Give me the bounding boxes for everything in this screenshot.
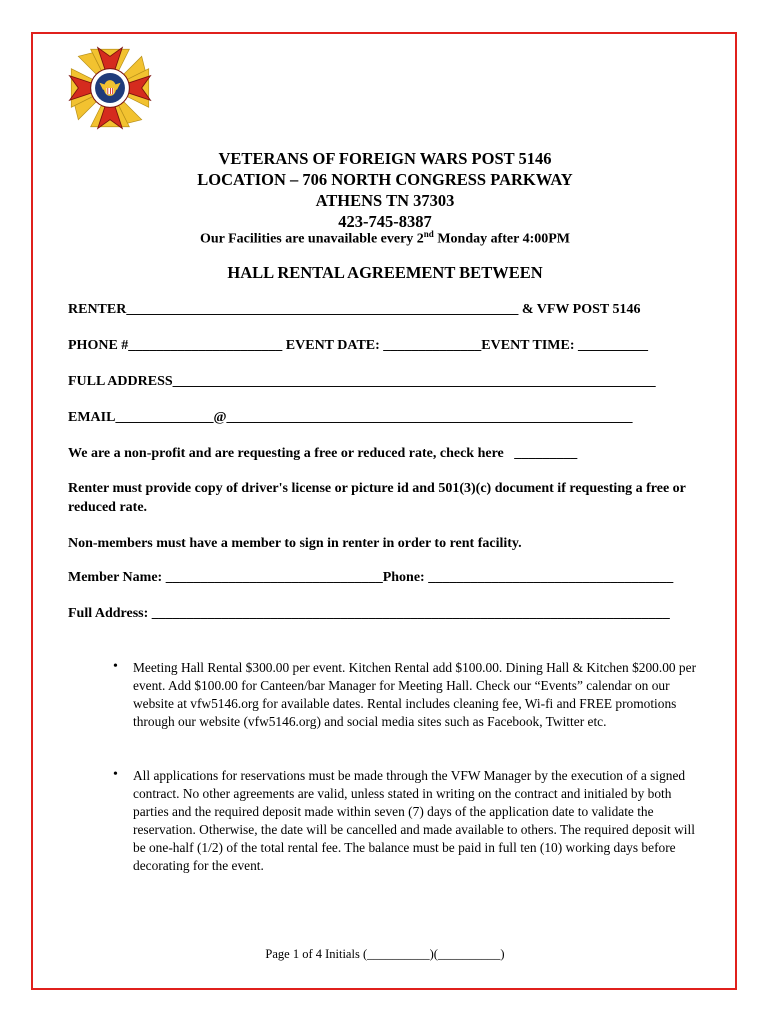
nonmember-requirement: Non-members must have a member to sign in renter in order to rent facility. <box>68 536 522 551</box>
bullet-marker: • <box>113 767 118 782</box>
full-address-field[interactable]: FULL ADDRESS_____________________________________________________________________ <box>68 374 656 389</box>
availability-notice: Our Facilities are unavailable every 2nd Monday after 4:00PM <box>199 229 571 247</box>
bullet-marker: • <box>113 659 118 674</box>
org-city: ATHENS TN 37303 <box>315 191 455 210</box>
nonprofit-checkbox-line[interactable]: We are a non-profit and are requesting a free or reduced rate, check here _________ <box>68 446 578 461</box>
license-requirement: Renter must provide copy of driver's license or picture id and 501(3)(c) document if requesting a free or reduced rate. <box>68 481 686 515</box>
org-phone: 423-745-8387 <box>338 212 432 231</box>
org-name: VETERANS OF FOREIGN WARS POST 5146 <box>218 149 552 168</box>
vfw-cross-emblem-icon <box>66 44 154 132</box>
member-name-phone-field[interactable]: Member Name: _______________________________Phone: ___________________________________ <box>68 570 674 585</box>
agreement-title: HALL RENTAL AGREEMENT BETWEEN <box>227 263 543 282</box>
member-address-field[interactable]: Full Address: __________________________________________________________________________ <box>68 606 670 621</box>
page-footer-initials[interactable]: Page 1 of 4 Initials (__________)(__________) <box>265 947 505 961</box>
reservation-terms-item: All applications for reservations must be made through the VFW Manager by the execution of a signed contract. No other agreements are valid, unless stated in writing on the contract and initialed by both parties and the required deposit made within seven (7) days of the application date to validate the reservation. Otherwise, the date will be cancelled and made available to others. The required deposit will be one-half (1/2) of the total rental fee. The balance must be paid in full ten (10) working days before decorating for the event. <box>133 768 695 873</box>
rental-rates-item: Meeting Hall Rental $300.00 per event. Kitchen Rental add $100.00. Dining Hall & Kitchen $200.00 per event. Add $100.00 for Canteen/bar Manager for Meeting Hall. Check our “Events” calendar on our website at vfw5146.org for available dates. Rental includes cleaning fee, Wi-fi and FREE promotions through our website (vfw5146.org) and social media sites such as Facebook, Twitter etc. <box>133 660 697 729</box>
renter-field[interactable]: RENTER________________________________________________________ & VFW POST 5146 <box>68 302 641 317</box>
org-location: LOCATION – 706 NORTH CONGRESS PARKWAY <box>197 170 573 189</box>
email-field[interactable]: EMAIL______________@__________________________________________________________ <box>68 410 633 425</box>
letterhead <box>0 148 770 232</box>
phone-event-field[interactable]: PHONE #______________________ EVENT DATE: ______________EVENT TIME: __________ <box>68 338 649 353</box>
